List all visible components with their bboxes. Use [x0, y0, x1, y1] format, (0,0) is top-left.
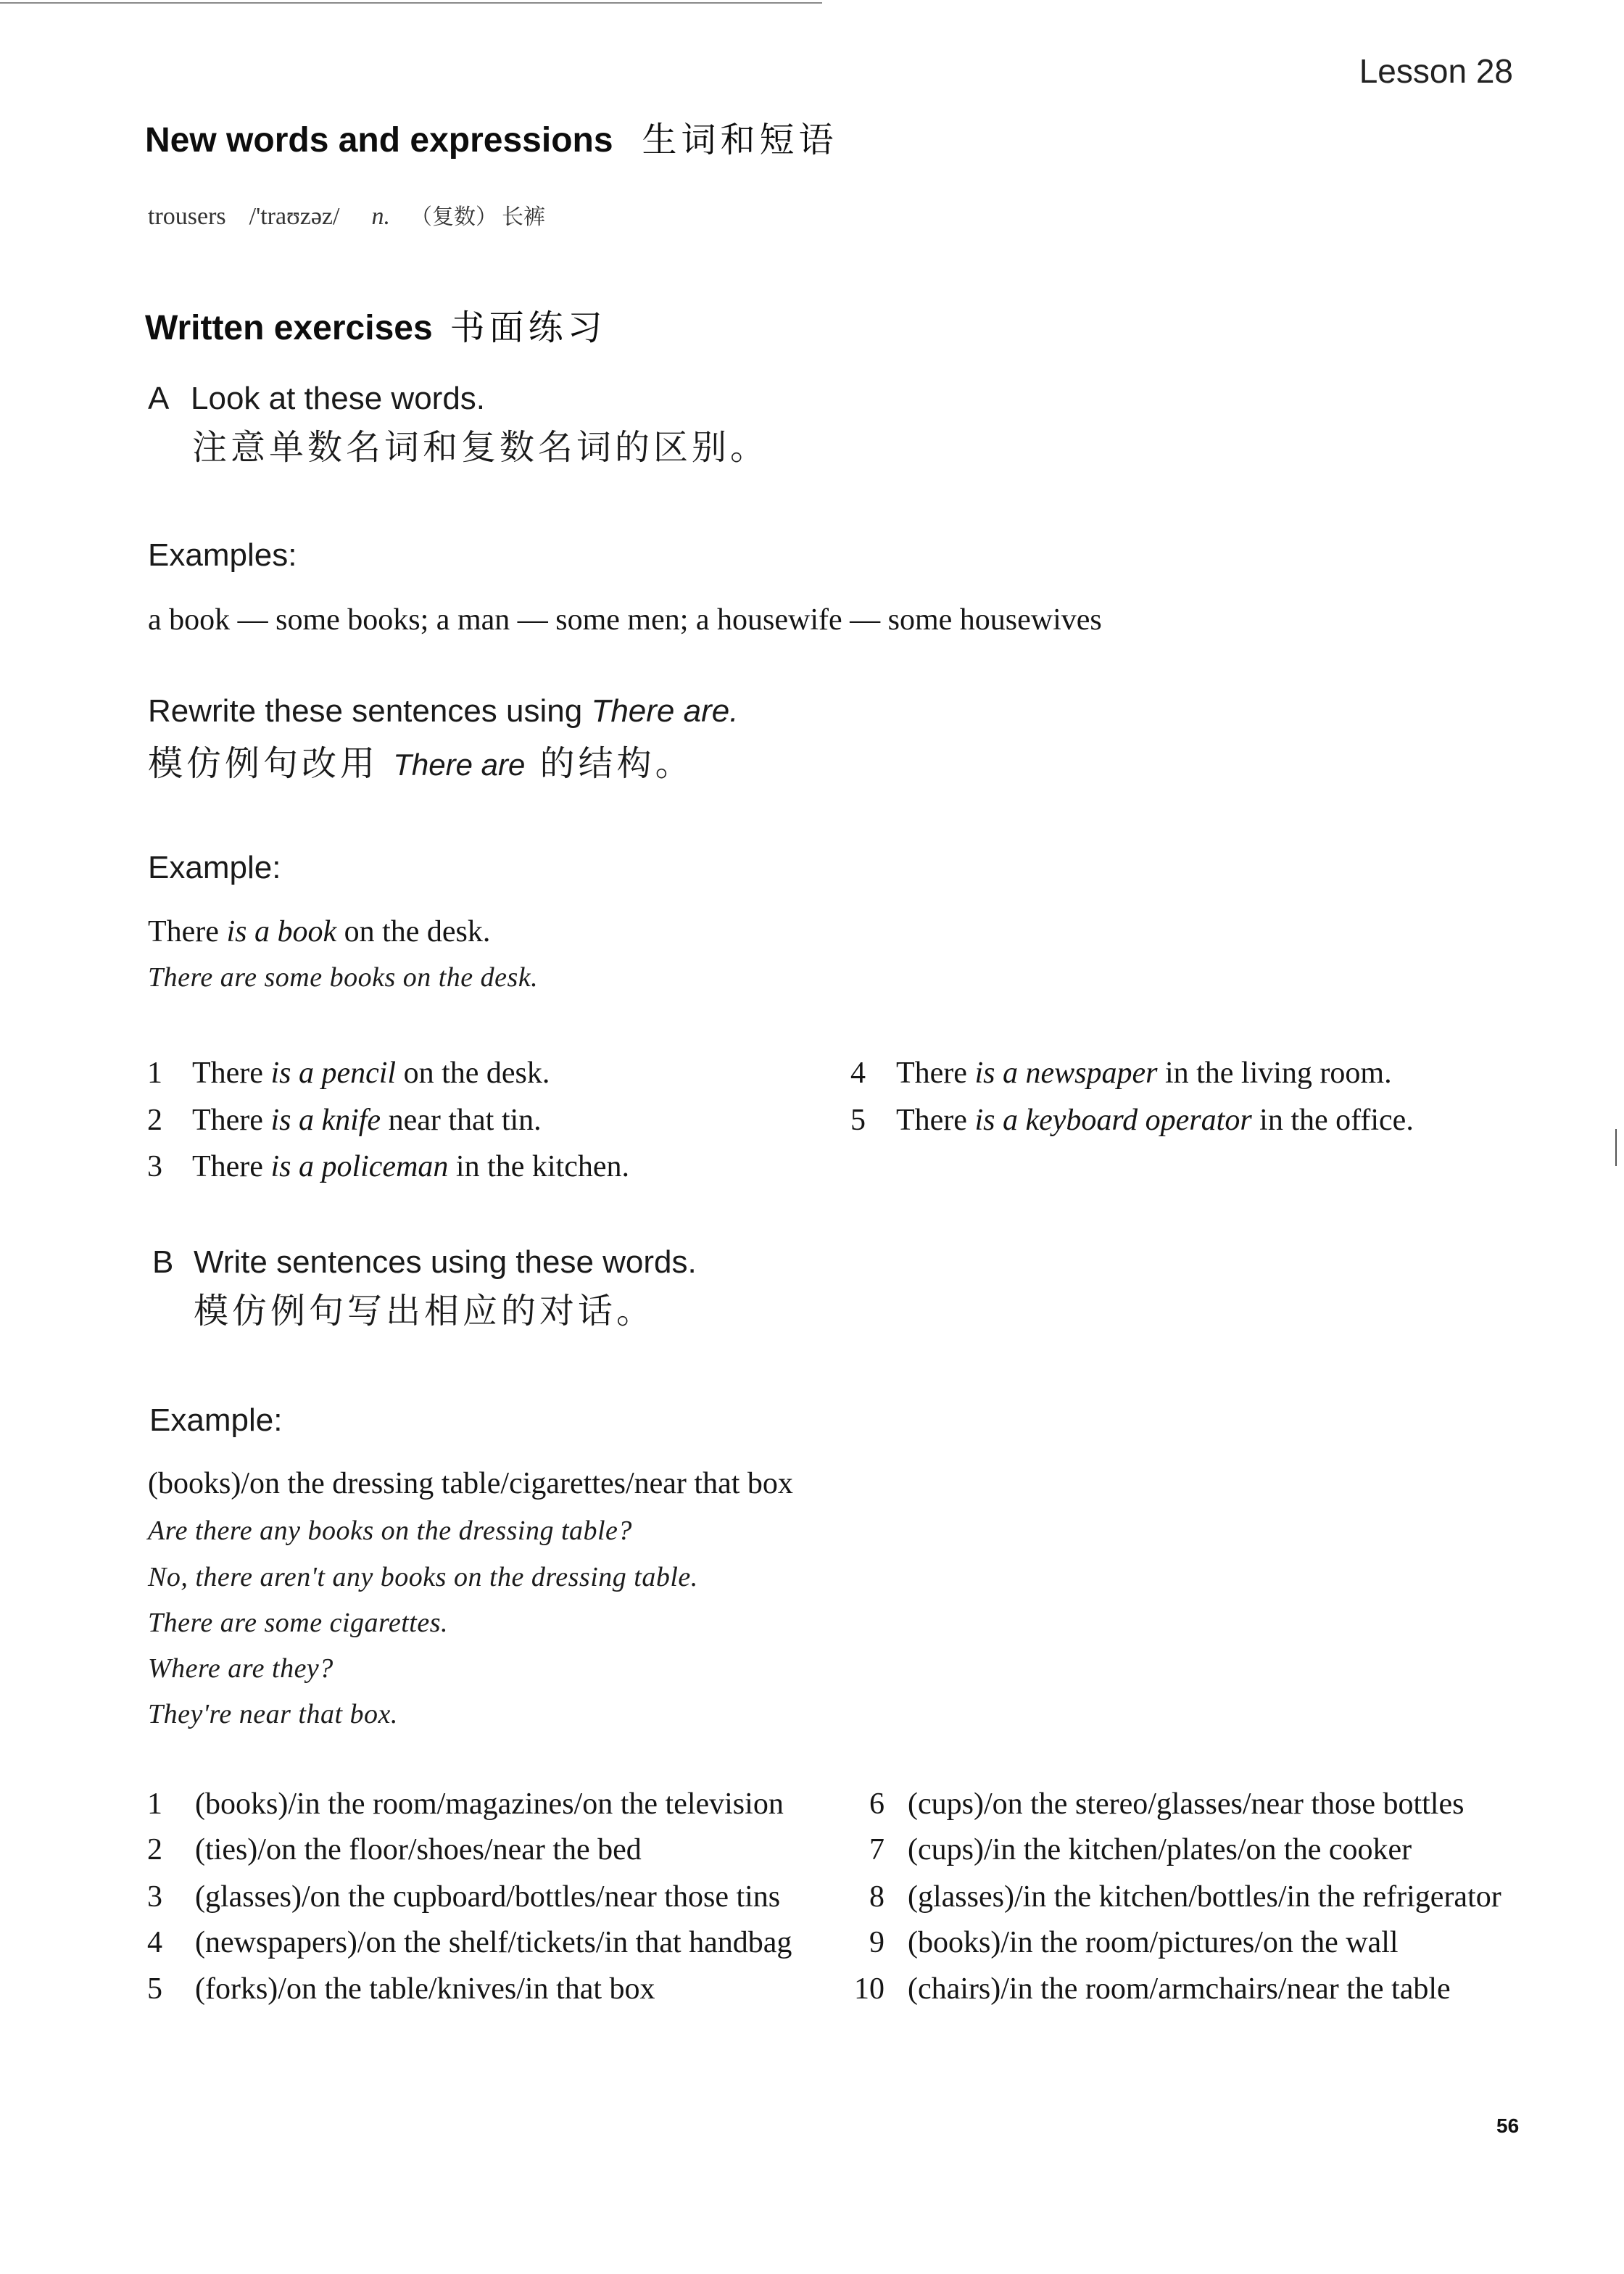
item-text: (cups)/on the stereo/glasses/near those bottles	[908, 1787, 1464, 1821]
exercise-b-item	[841, 1782, 1464, 1826]
exercise-b-item	[841, 1828, 1412, 1872]
item-sentence-end: in the living room.	[1157, 1057, 1392, 1090]
exercise-b-item	[142, 1875, 780, 1919]
item-sentence	[192, 1057, 550, 1090]
item-sentence-start: There	[192, 1104, 271, 1137]
item-sentence-italic: is a knife	[270, 1104, 381, 1137]
item-text: (cups)/in the kitchen/plates/on the cooker	[908, 1833, 1412, 1866]
exercise-b-item	[841, 1921, 1399, 1964]
item-text: (chairs)/in the room/armchairs/near the table	[908, 1972, 1451, 2006]
vocab-part-of-speech: n.	[371, 203, 390, 230]
item-number: 8	[869, 1880, 884, 1914]
item-sentence-italic: is a pencil	[270, 1057, 397, 1090]
item-text: (glasses)/on the cupboard/bottles/near those tins	[195, 1880, 781, 1914]
rewrite-instruction-italic: There are.	[591, 693, 739, 729]
exercise-b-item	[142, 1782, 784, 1826]
item-sentence-start: There	[896, 1057, 975, 1090]
item-sentence-end: near that tin.	[381, 1104, 542, 1137]
exercise-b-instruction-zh: 模仿例句写出相应的对话。	[194, 1291, 655, 1331]
item-text: (ties)/on the floor/shoes/near the bed	[195, 1833, 642, 1866]
item-number: 10	[854, 1972, 884, 2006]
exercise-a-letter: A	[148, 381, 170, 416]
new-words-heading	[145, 117, 838, 164]
item-sentence	[192, 1150, 629, 1183]
item-sentence-italic: is a policeman	[270, 1150, 449, 1183]
scan-edge-mark	[1615, 1129, 1617, 1166]
example-answer-line: Are there any books on the dressing table?	[148, 1516, 632, 1546]
item-sentence-start: There	[192, 1057, 271, 1090]
item-text: (books)/in the room/magazines/on the television	[195, 1787, 784, 1821]
exercise-b-item	[142, 1921, 792, 1964]
item-text: (books)/in the room/pictures/on the wall	[908, 1926, 1399, 1959]
vocab-meaning: 长裤	[501, 204, 545, 230]
item-sentence-end: in the office.	[1251, 1104, 1414, 1137]
example-prompt: (books)/on the dressing table/cigarettes/near that box	[148, 1467, 793, 1500]
top-rule	[0, 2, 822, 4]
written-exercises-heading-en: Written exercises	[145, 309, 433, 347]
item-sentence-start: There	[192, 1150, 271, 1183]
written-exercises-heading-zh: 书面练习	[450, 307, 607, 348]
vocab-word: trousers	[148, 203, 226, 230]
item-number: 5	[147, 1972, 162, 2006]
item-sentence	[896, 1104, 1414, 1137]
item-number: 7	[869, 1833, 884, 1866]
example-sentence-start: There	[148, 915, 227, 948]
item-sentence-italic: is a keyboard operator	[974, 1104, 1252, 1137]
rewrite-instruction-zh-end: 的结构。	[525, 743, 694, 784]
item-number: 2	[147, 1104, 162, 1137]
exercise-b-instruction: Write sentences using these words.	[194, 1244, 697, 1280]
exercise-a-item	[848, 1099, 1414, 1142]
item-sentence	[896, 1057, 1392, 1090]
item-number: 3	[147, 1150, 162, 1183]
rewrite-instruction-zh-italic: There are	[393, 748, 526, 782]
item-number: 3	[147, 1880, 162, 1914]
item-sentence-italic: is a newspaper	[974, 1057, 1158, 1090]
vocab-phonetic: /'traʊzəz/	[249, 203, 340, 230]
example-answer: There are some books on the desk.	[148, 962, 539, 993]
vocab-entry	[148, 199, 545, 236]
item-sentence	[192, 1104, 542, 1137]
example-answer-line: No, there aren't any books on the dressing table.	[148, 1562, 698, 1592]
exercise-b-item	[841, 1875, 1501, 1919]
vocab-note: （复数）	[410, 204, 497, 230]
new-words-heading-en: New words and expressions	[145, 121, 613, 160]
example-sentence	[148, 910, 490, 954]
exercise-a-item	[142, 1099, 542, 1142]
exercise-a-item	[142, 1145, 629, 1188]
item-number: 2	[147, 1833, 162, 1866]
item-number: 1	[147, 1787, 162, 1821]
example-answer-line: Where are they?	[148, 1653, 334, 1684]
item-text: (newspapers)/on the shelf/tickets/in that handbag	[195, 1926, 792, 1959]
example-answer-line: They're near that box.	[148, 1699, 398, 1729]
item-number: 6	[869, 1787, 884, 1821]
exercise-a-instruction-zh: 注意单数名词和复数名词的区别。	[192, 427, 769, 468]
examples-text: a book — some books; a man — some men; a housewife — some housewives	[148, 603, 1102, 637]
example-label: Example:	[148, 850, 281, 885]
example-label-b: Example:	[149, 1402, 283, 1438]
example-answer-line: There are some cigarettes.	[148, 1608, 449, 1638]
exercise-b-letter: B	[152, 1244, 174, 1280]
exercise-a-item	[142, 1051, 550, 1095]
new-words-heading-zh: 生词和短语	[642, 120, 838, 160]
rewrite-instruction	[148, 690, 738, 733]
page-number: 56	[1496, 2114, 1520, 2137]
item-text: (forks)/on the table/knives/in that box	[195, 1972, 655, 2006]
rewrite-instruction-zh-start: 模仿例句改用	[148, 743, 394, 784]
exercise-a-instruction: Look at these words.	[191, 381, 486, 416]
item-number: 4	[147, 1926, 162, 1959]
item-number: 9	[869, 1926, 884, 1959]
item-number: 5	[850, 1104, 866, 1137]
lesson-label: Lesson 28	[1359, 52, 1513, 90]
item-sentence-start: There	[896, 1104, 975, 1137]
rewrite-instruction-zh	[148, 740, 694, 788]
item-sentence-end: in the kitchen.	[448, 1150, 630, 1183]
exercise-b-item	[841, 1967, 1451, 2011]
item-text: (glasses)/in the kitchen/bottles/in the refrigerator	[908, 1880, 1501, 1914]
examples-label: Examples:	[148, 537, 297, 573]
example-sentence-italic: is a book	[226, 915, 337, 948]
item-number: 4	[850, 1057, 866, 1090]
written-exercises-heading	[145, 305, 607, 352]
exercise-b-item	[142, 1828, 642, 1872]
exercise-b-item	[142, 1967, 655, 2011]
item-number: 1	[147, 1057, 162, 1090]
exercise-a-item	[848, 1051, 1392, 1095]
example-sentence-end: on the desk.	[336, 915, 491, 948]
item-sentence-end: on the desk.	[396, 1057, 550, 1090]
rewrite-instruction-text: Rewrite these sentences using	[148, 693, 592, 729]
